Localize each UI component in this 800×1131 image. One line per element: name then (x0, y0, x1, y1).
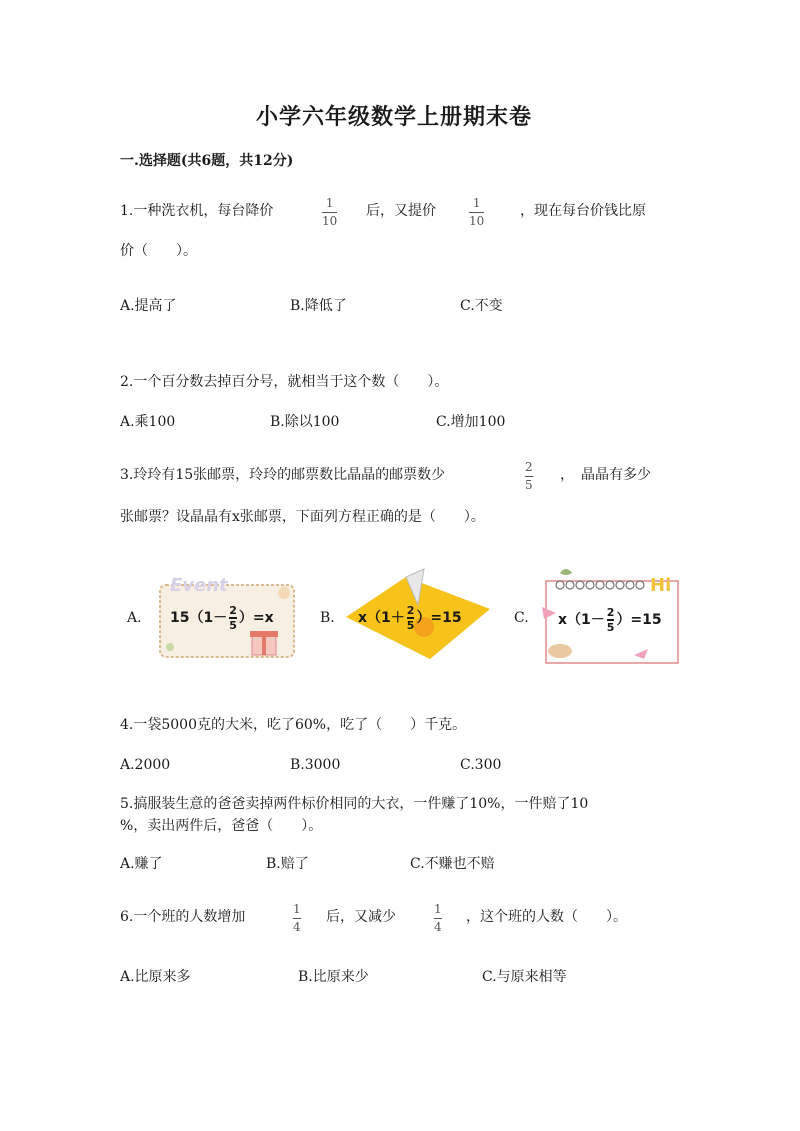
fraction-bar (322, 212, 337, 213)
q3-text-line2: 张邮票？设晶晶有x张邮票，下面列方程正确的是（ ）。 (120, 509, 485, 525)
q1-option-b: B.降低了 (290, 298, 347, 314)
q1-frac1-denominator: 10 (322, 214, 338, 228)
q3-option-b-equation (358, 605, 462, 631)
q3-option-c-label: C. (514, 610, 529, 626)
q2-option-c: C.增加100 (436, 414, 506, 430)
q4-option-c: C.300 (460, 757, 502, 773)
q3-frac-denominator: 5 (525, 478, 533, 492)
hi-badge: Hi (650, 575, 672, 596)
eq-numerator: 2 (606, 606, 615, 619)
q3-text-b: ， 晶晶有多少 (560, 467, 651, 483)
q3-frac-numerator: 2 (525, 460, 533, 474)
q2-text: 2.一个百分数去掉百分号，就相当于这个数（ ）。 (120, 374, 449, 390)
eq-denominator: 5 (229, 619, 237, 632)
fraction-bar (469, 212, 484, 213)
q4-option-a: A.2000 (120, 757, 171, 773)
q6-text-b: 后，又减少 (326, 909, 396, 925)
q5-option-b: B.赔了 (266, 856, 309, 872)
q3-option-b-card (340, 565, 492, 665)
fraction-bar (434, 918, 442, 919)
q2-option-b: B.除以100 (270, 414, 340, 430)
q1-text-a: 1.一种洗衣机，每台降价 (120, 203, 274, 219)
q3-option-a-card (156, 575, 298, 661)
q3-option-a-equation (170, 605, 274, 631)
q5-option-c: C.不赚也不赔 (410, 856, 495, 872)
q4-text: 4.一袋5000克的大米，吃了60%，吃了（ ）千克。 (120, 717, 467, 733)
page-title: 小学六年级数学上册期末卷 (256, 104, 533, 130)
section-heading: 一.选择题(共6题，共12分) (120, 153, 294, 169)
q1-text-b: 后，又提价 (366, 203, 436, 219)
q6-fraction-1 (293, 903, 301, 934)
eq-right: ）=15 (416, 610, 462, 626)
eq-fraction (407, 605, 415, 631)
q6-frac2-denominator: 4 (434, 920, 442, 934)
q6-text-a: 6.一个班的人数增加 (120, 909, 246, 925)
event-badge: Event (170, 575, 228, 596)
eq-numerator: 2 (229, 604, 237, 617)
eq-left: x（1＋ (358, 610, 405, 626)
q3-option-c-equation (558, 607, 662, 633)
q3-option-c-card (538, 563, 682, 667)
q1-option-c: C.不变 (460, 298, 503, 314)
q1-frac2-numerator: 1 (472, 196, 481, 210)
eq-right: ）=15 (616, 612, 662, 628)
q2-option-a: A.乘100 (120, 414, 176, 430)
q4-option-b: B.3000 (290, 757, 341, 773)
q1-option-a: A.提高了 (120, 298, 177, 314)
q1-fraction-1 (322, 197, 337, 228)
q3-option-b-label: B. (320, 610, 335, 626)
eq-right: ）=x (238, 610, 274, 626)
q1-frac2-denominator: 10 (469, 214, 485, 228)
q6-option-c: C.与原来相等 (482, 969, 567, 985)
q3-text-a: 3.玲玲有15张邮票，玲玲的邮票数比晶晶的邮票数少 (120, 467, 446, 483)
eq-left: x（1－ (558, 612, 605, 628)
eq-left: 15（1－ (170, 610, 228, 626)
q6-frac1-numerator: 1 (293, 902, 301, 916)
q6-option-b: B.比原来少 (298, 969, 369, 985)
q1-text-c: ，现在每台价钱比原 (520, 203, 646, 219)
fraction-bar (525, 476, 533, 477)
q6-frac2-numerator: 1 (434, 902, 442, 916)
q6-frac1-denominator: 4 (293, 920, 301, 934)
q6-option-a: A.比原来多 (120, 969, 191, 985)
eq-denominator: 5 (406, 619, 415, 632)
q6-text-c: ，这个班的人数（ ）。 (466, 909, 627, 925)
eq-fraction (229, 605, 237, 631)
eq-numerator: 2 (406, 604, 415, 617)
q1-fraction-2 (469, 197, 484, 228)
q5-text-line2: %，卖出两件后，爸爸（ ）。 (120, 818, 323, 834)
q6-fraction-2 (434, 903, 442, 934)
q3-option-a-label: A. (127, 610, 142, 626)
q3-fraction (525, 461, 533, 492)
q5-text-line1: 5.搞服装生意的爸爸卖掉两件标价相同的大衣，一件赚了10%，一件赔了10 (120, 796, 589, 812)
q1-frac1-numerator: 1 (325, 196, 334, 210)
eq-denominator: 5 (606, 621, 615, 634)
q1-text-line2: 价（ ）。 (120, 243, 197, 259)
eq-fraction (607, 607, 615, 633)
fraction-bar (293, 918, 301, 919)
q5-option-a: A.赚了 (120, 856, 163, 872)
